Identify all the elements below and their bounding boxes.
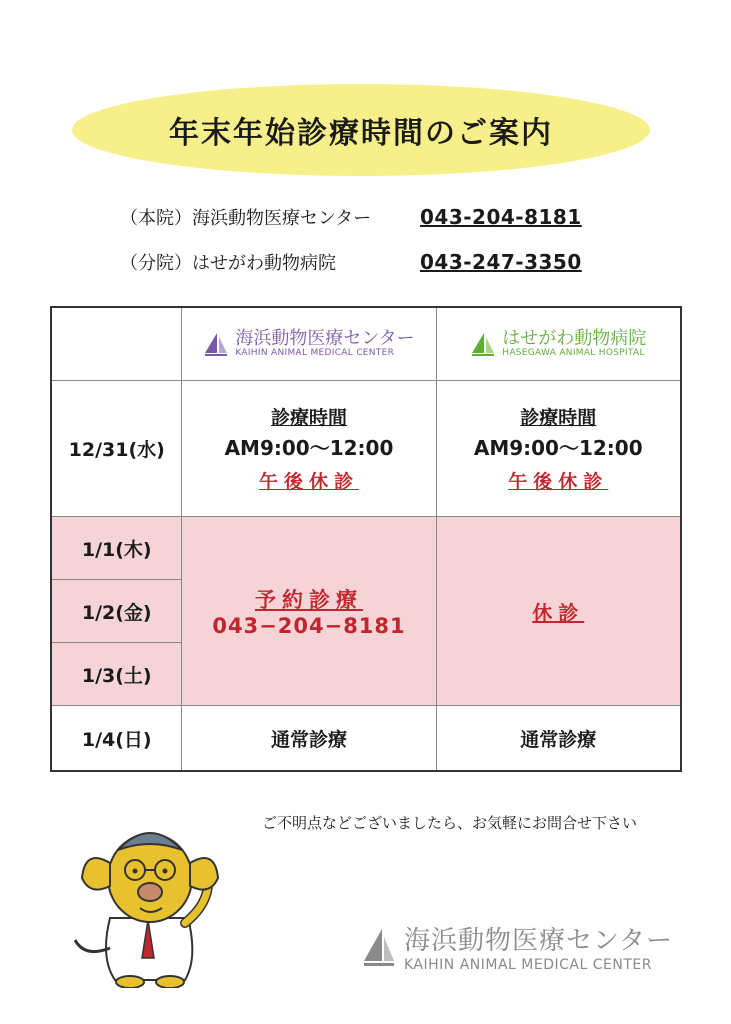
dog-mascot-icon xyxy=(70,808,230,988)
dec31-hasegawa-hours-title: 診療時間 xyxy=(520,407,597,429)
header-kaihin xyxy=(182,307,436,381)
date-jan1: 1/1(木) xyxy=(51,517,182,580)
contact-main-label: （本院）海浜動物医療センター xyxy=(120,208,372,229)
dec31-kaihin-note: 午後休診 xyxy=(258,471,359,493)
table-row-dec31 xyxy=(51,381,681,517)
dec31-kaihin-hours-time: AM9:00～12:00 xyxy=(224,436,394,460)
contact-main xyxy=(120,204,582,230)
title-banner xyxy=(72,84,650,176)
hasegawa-logo-icon xyxy=(470,331,496,357)
footer-name-en: KAIHIN ANIMAL MEDICAL CENTER xyxy=(404,957,652,973)
header-empty-cell xyxy=(51,307,182,381)
jan-kaihin-tel[interactable]: 043−204−8181 xyxy=(212,614,406,638)
contact-note: ご不明点などございましたら、お気軽にお問合せ下さい xyxy=(262,814,638,832)
dec31-kaihin-cell xyxy=(182,381,436,517)
table-row-jan4 xyxy=(51,706,681,772)
dec31-kaihin-hours-title: 診療時間 xyxy=(270,407,347,429)
jan4-hasegawa: 通常診療 xyxy=(436,706,681,772)
page-title: 年末年始診療時間のご案内 xyxy=(169,116,553,151)
header-hasegawa xyxy=(436,307,681,381)
contact-branch xyxy=(120,249,582,275)
footer-name-jp: 海浜動物医療センター xyxy=(404,926,673,956)
footer-logo-icon xyxy=(362,927,396,967)
hasegawa-name-en: HASEGAWA ANIMAL HOSPITAL xyxy=(502,347,645,358)
table-header-row xyxy=(51,307,681,381)
contact-branch-label: （分院）はせがわ動物病院 xyxy=(120,253,336,274)
jan-kaihin-label: 予約診療 xyxy=(254,588,363,612)
contact-branch-tel[interactable]: 043-247-3350 xyxy=(420,250,582,274)
date-jan3: 1/3(土) xyxy=(51,643,182,706)
kaihin-logo xyxy=(182,327,435,358)
dec31-hasegawa-cell xyxy=(436,381,681,517)
table-row-jan1 xyxy=(51,517,681,580)
jan-hasegawa-label: 休診 xyxy=(532,600,585,625)
jan-hasegawa-cell xyxy=(436,517,681,706)
date-dec31: 12/31(水) xyxy=(51,381,182,517)
hasegawa-logo xyxy=(437,327,681,358)
date-jan2: 1/2(金) xyxy=(51,580,182,643)
footer-logo xyxy=(362,920,673,973)
kaihin-name-jp: 海浜動物医療センター xyxy=(235,327,415,349)
kaihin-name-en: KAIHIN ANIMAL MEDICAL CENTER xyxy=(235,347,395,358)
contact-main-tel[interactable]: 043-204-8181 xyxy=(420,205,582,229)
schedule-table xyxy=(50,306,682,772)
hasegawa-name-jp: はせがわ動物病院 xyxy=(502,327,647,349)
kaihin-logo-icon xyxy=(203,331,229,357)
dec31-hasegawa-hours-time: AM9:00～12:00 xyxy=(473,436,643,460)
jan4-kaihin: 通常診療 xyxy=(182,706,436,772)
date-jan4: 1/4(日) xyxy=(51,706,182,772)
dec31-hasegawa-note: 午後休診 xyxy=(508,471,609,493)
jan-kaihin-cell xyxy=(182,517,436,706)
